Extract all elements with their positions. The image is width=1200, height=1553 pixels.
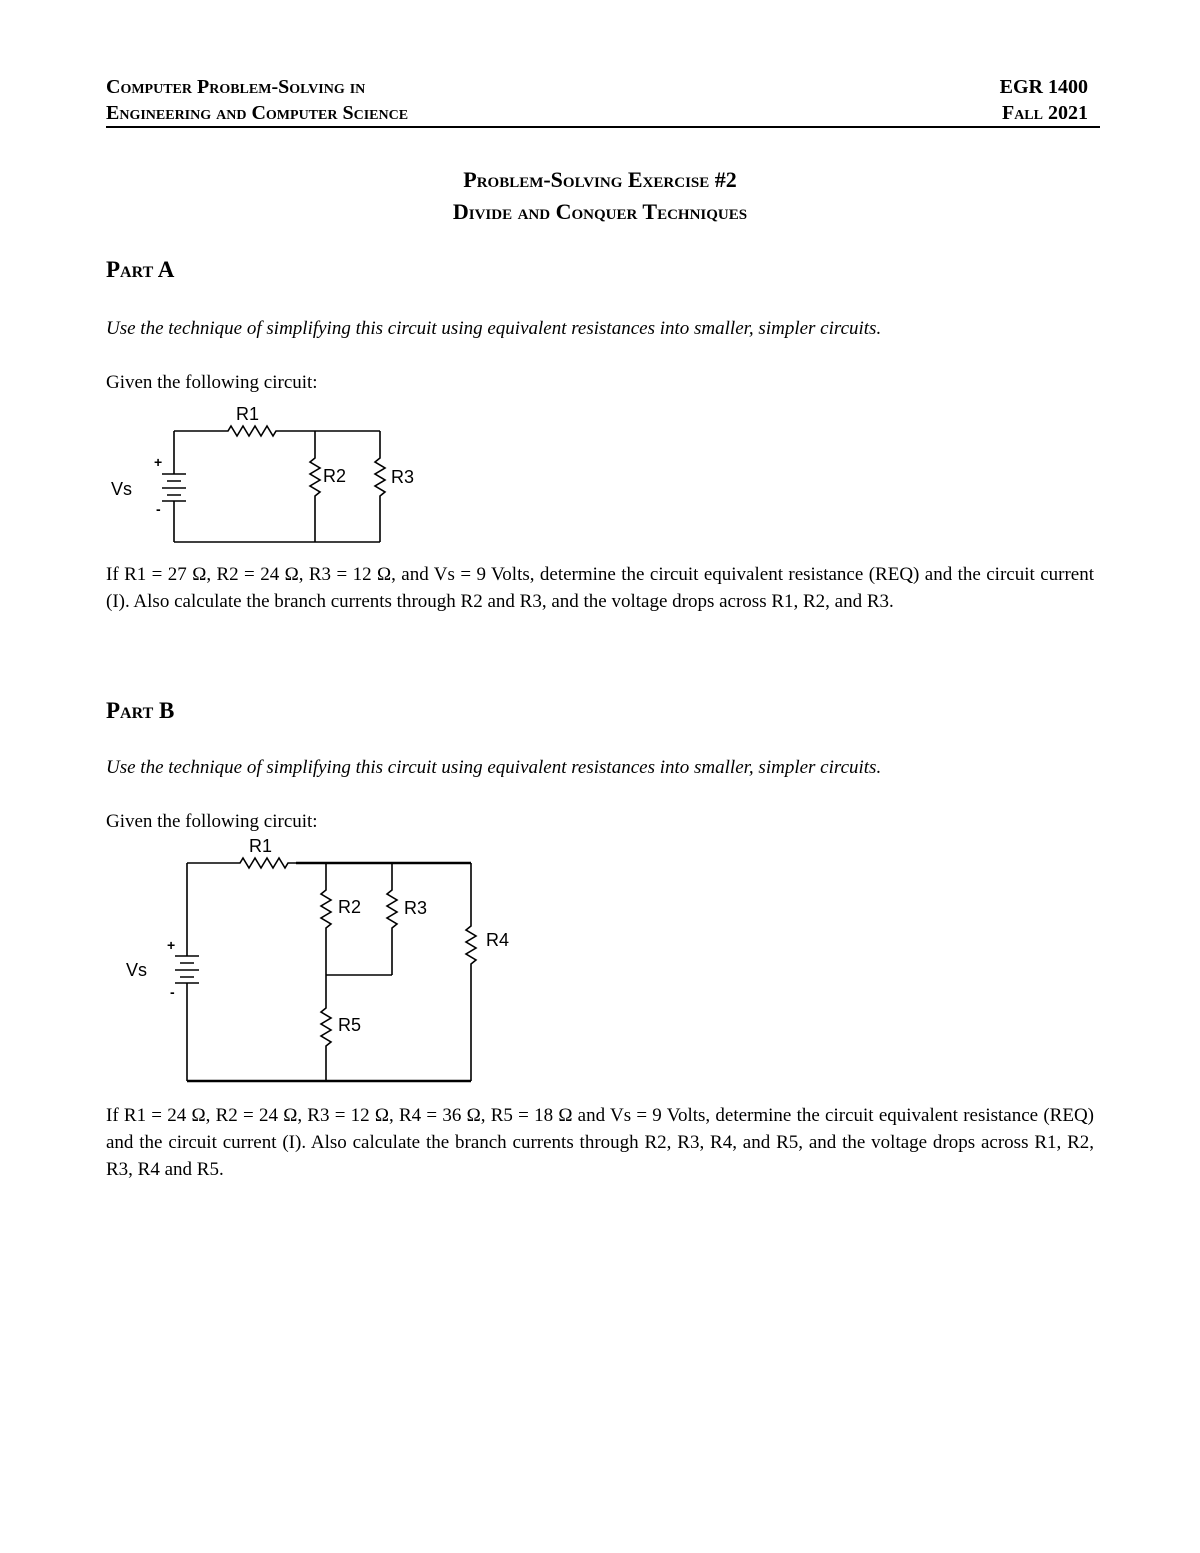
circuit-a-battery <box>162 474 186 501</box>
circuit-b-r1-label: R1 <box>249 836 273 856</box>
page-title-line2: Divide and Conquer Techniques <box>452 199 748 224</box>
circuit-b-r4-resistor <box>466 863 476 1081</box>
course-code: EGR 1400 <box>999 76 1088 98</box>
circuit-a-r3-resistor <box>375 431 385 542</box>
part-b-heading: Part B <box>106 698 175 723</box>
course-term: Fall 2021 <box>1001 102 1088 124</box>
circuit-b-r3-label: R3 <box>404 898 428 918</box>
part-b-instruction: Use the technique of simplifying this circuit using equivalent resistances into smaller, simpler circuits. <box>106 757 882 778</box>
circuit-a-vs-label: Vs <box>111 479 133 499</box>
circuit-a-top-wire <box>174 426 380 436</box>
part-a-problem: If R1 = 27 Ω, R2 = 24 Ω, R3 = 12 Ω, and Vs = 9 Volts, determine the circuit equivalent resistance (REQ) and the circuit current (I). Also calculate the branch currents through R2 and R3, and the voltage drops across R1, R2, and R3. <box>106 564 1094 612</box>
part-a-instruction: Use the technique of simplifying this circuit using equivalent resistances into smaller, simpler circuits. <box>106 318 882 339</box>
course-title-line1: Computer Problem-Solving in <box>106 76 366 98</box>
circuit-b-r2-resistor <box>321 863 331 975</box>
circuit-b-r3-resistor <box>387 863 397 975</box>
circuit-a-r3-label: R3 <box>391 467 415 487</box>
circuit-a-r1-label: R1 <box>236 404 260 424</box>
circuit-b-vs-label: Vs <box>126 960 148 980</box>
circuit-a-r2-label: R2 <box>323 466 347 486</box>
circuit-b-top-wire-left <box>187 858 296 868</box>
circuit-b <box>175 858 476 1081</box>
part-a-given: Given the following circuit: <box>106 372 318 393</box>
course-title-line2: Engineering and Computer Science <box>106 102 409 124</box>
part-b-given: Given the following circuit: <box>106 811 318 832</box>
circuit-b-battery <box>175 956 199 983</box>
circuit-a-plus-sign: + <box>154 454 163 470</box>
page-title-line1: Problem-Solving Exercise #2 <box>463 167 737 192</box>
part-a-heading: Part A <box>106 257 175 282</box>
circuit-a-minus-sign: - <box>156 501 161 517</box>
part-b-problem: If R1 = 24 Ω, R2 = 24 Ω, R3 = 12 Ω, R4 = 36 Ω, R5 = 18 Ω and Vs = 9 Volts, determine the circuit equivalent resistance (REQ) and the circuit current (I). Also calculate the branch currents through R2, R3, R4, and R5, and the voltage drops across R1, R2, R3, R4 and R5. <box>106 1105 1094 1180</box>
circuit-a-r2-resistor <box>310 431 320 542</box>
circuit-b-plus-sign: + <box>167 937 176 953</box>
circuit-b-r4-label: R4 <box>486 930 510 950</box>
circuit-b-r5-label: R5 <box>338 1015 362 1035</box>
circuit-a <box>162 426 385 542</box>
circuit-b-r5-resistor <box>321 975 331 1081</box>
circuit-b-r2-label: R2 <box>338 897 362 917</box>
circuit-b-minus-sign: - <box>170 984 175 1000</box>
